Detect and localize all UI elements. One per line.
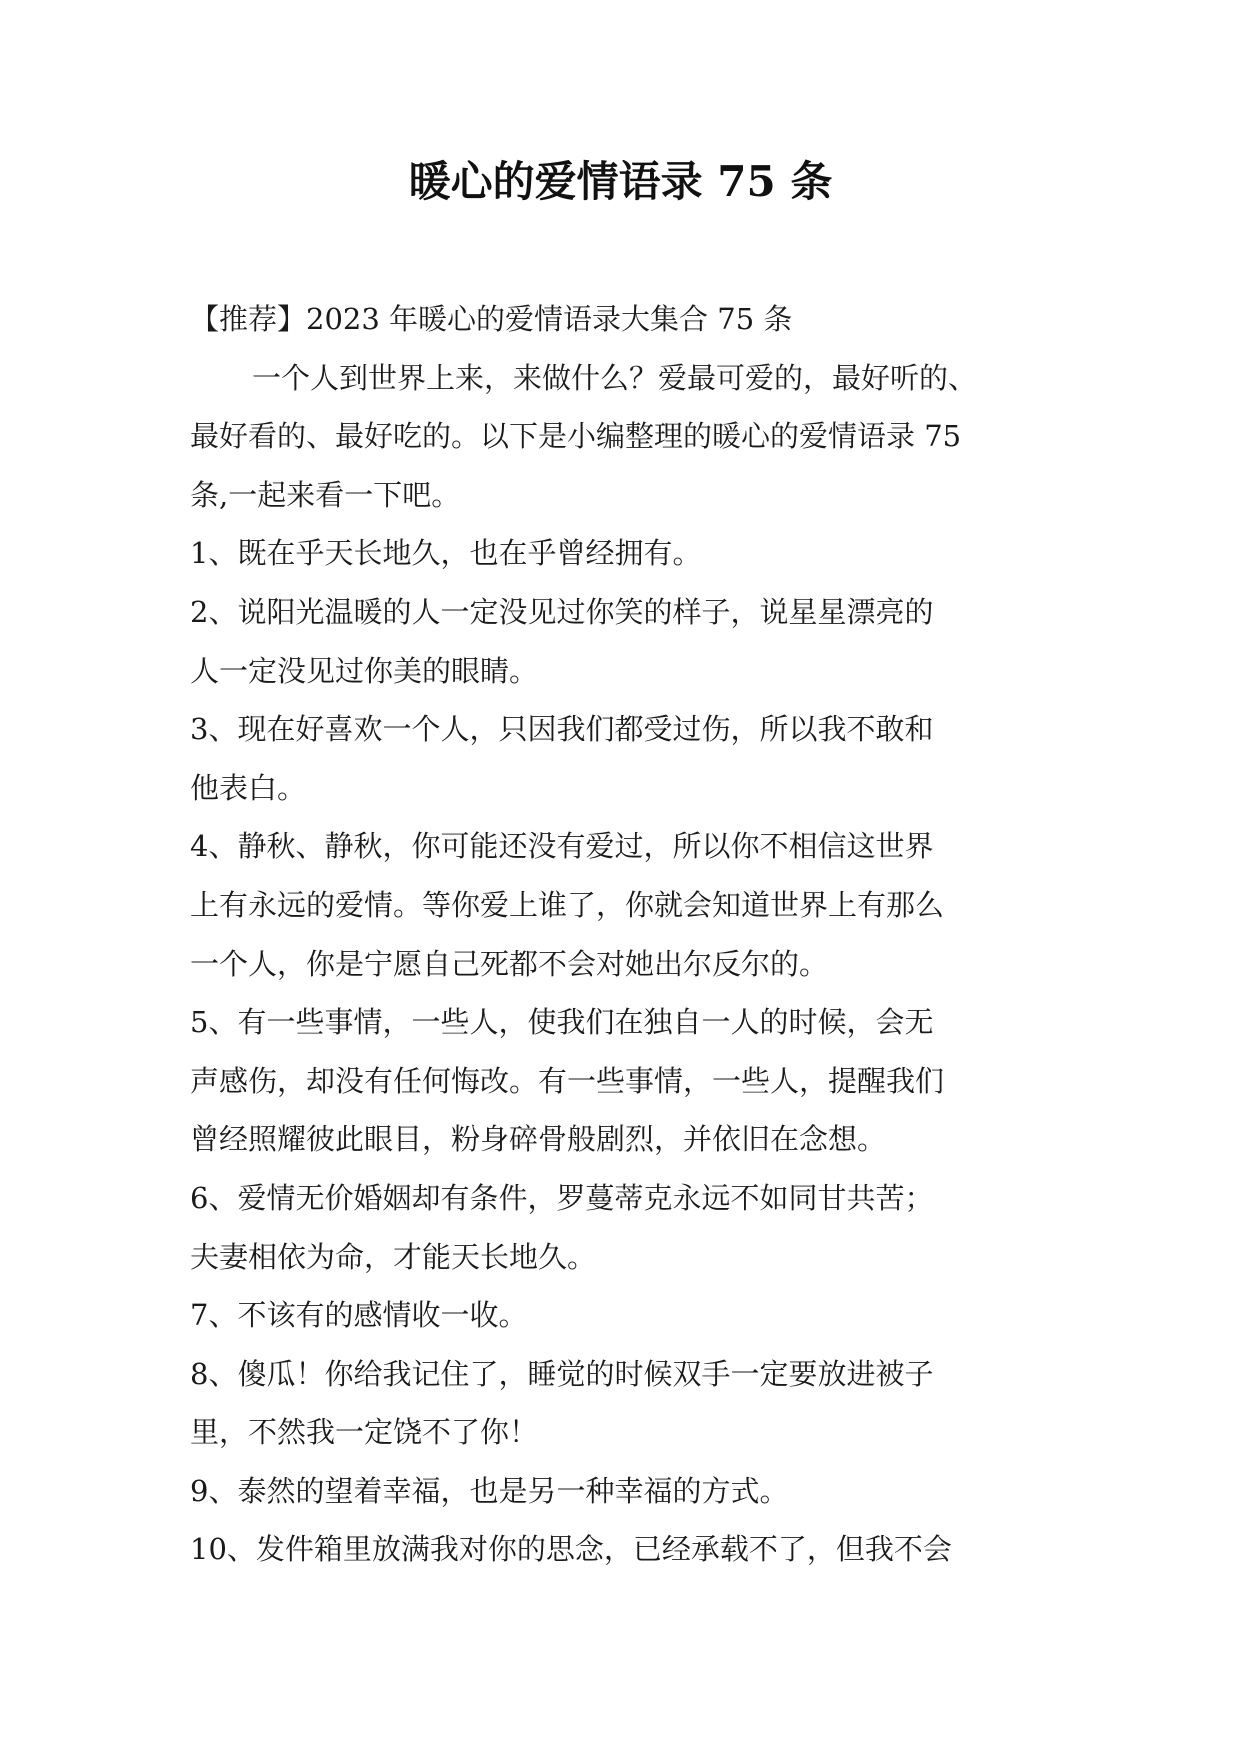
quote-line: 2、说阳光温暖的人一定没见过你笑的样子，说星星漂亮的 — [190, 594, 934, 629]
quote-line: 5、有一些事情，一些人，使我们在独自一人的时候，会无 — [190, 1005, 934, 1040]
quote-line: 夫妻相依为命，才能天长地久。 — [190, 1239, 597, 1274]
intro-paragraph-line: 最好看的、最好吃的。以下是小编整理的暖心的爱情语录 75 — [190, 419, 962, 454]
quote-line: 3、现在好喜欢一个人，只因我们都受过伤，所以我不敢和 — [190, 712, 934, 747]
quote-line: 10、发件箱里放满我对你的思念，已经承载不了，但我不会 — [190, 1532, 952, 1567]
document-title: 暖心的爱情语录 75 条 — [408, 157, 833, 206]
quote-line: 一个人，你是宁愿自己死都不会对她出尔反尔的。 — [190, 946, 829, 981]
quote-line: 7、不该有的感情收一收。 — [190, 1298, 528, 1333]
quote-line: 4、静秋、静秋，你可能还没有爱过，所以你不相信这世界 — [190, 829, 934, 864]
quote-line: 他表白。 — [190, 770, 307, 805]
recommend-heading: 【推荐】2023 年暖心的爱情语录大集合 75 条 — [190, 302, 793, 336]
intro-paragraph-line: 条,一起来看一下吧。 — [190, 477, 461, 512]
intro-paragraph-line: 一个人到世界上来，来做什么？爱最可爱的，最好听的、 — [252, 360, 978, 395]
quote-line: 9、泰然的望着幸福，也是另一种幸福的方式。 — [190, 1473, 789, 1508]
quote-line: 曾经照耀彼此眼目，粉身碎骨般剧烈，并依旧在念想。 — [190, 1122, 887, 1157]
quote-line: 上有永远的爱情。等你爱上谁了，你就会知道世界上有那么 — [190, 887, 945, 922]
quote-line: 1、既在乎天长地久，也在乎曾经拥有。 — [190, 536, 702, 571]
quote-line: 里，不然我一定饶不了你！ — [190, 1415, 539, 1450]
quote-line: 6、爱情无价婚姻却有条件，罗蔓蒂克永远不如同甘共苦； — [190, 1180, 934, 1215]
quote-line: 人一定没见过你美的眼睛。 — [190, 653, 539, 688]
quote-line: 8、傻瓜！你给我记住了，睡觉的时候双手一定要放进被子 — [190, 1356, 934, 1391]
quote-line: 声感伤，却没有任何悔改。有一些事情，一些人，提醒我们 — [190, 1063, 945, 1098]
document-body — [190, 290, 1058, 1579]
